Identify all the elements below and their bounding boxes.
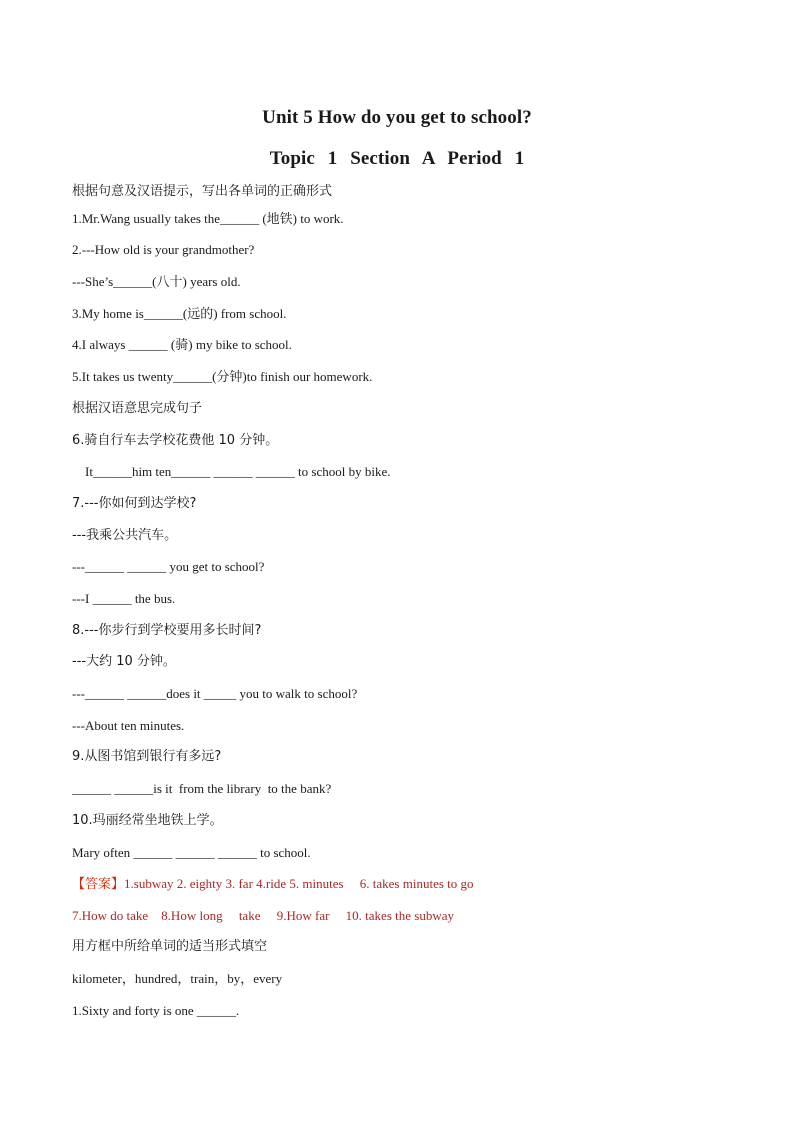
exercise-line: 8.---你步行到学校要用多长时间? — [72, 623, 262, 638]
exercise-line: ---大约 10 分钟。 — [72, 654, 176, 669]
exercise-line: 1.Sixty and forty is one ______. — [72, 1003, 240, 1018]
exercise-line: ---______ ______does it _____ you to walk to school? — [72, 686, 358, 701]
exercise-line: ______ ______is it from the library to the bank? — [72, 781, 332, 796]
exercise-line: 9.从图书馆到银行有多远? — [72, 749, 222, 764]
exercise-line: 10.玛丽经常坐地铁上学。 — [72, 813, 223, 828]
answer-line-1 — [72, 876, 474, 893]
page-subtitle: Topic 1 Section A Period 1 — [269, 148, 525, 169]
exercise-line: ---我乘公共汽车。 — [72, 528, 178, 543]
exercise-line: 3.My home is______(远的) from school. — [72, 306, 287, 321]
page-title: Unit 5 How do you get to school? — [262, 107, 532, 128]
exercise-line: 7.---你如何到达学校? — [72, 496, 197, 511]
exercise-line: ---______ ______ you get to school? — [72, 559, 265, 574]
word-box-list: kilometer，hundred，train，by，every — [72, 971, 283, 986]
exercise-line: 2.---How old is your grandmother? — [72, 242, 255, 257]
exercise-line: It______him ten______ ______ ______ to school by bike. — [72, 464, 391, 479]
answer-label: 【答案】 — [72, 877, 125, 892]
answer-line-2: 7.How do take 8.How long take 9.How far 10. takes the subway — [72, 908, 454, 923]
exercise-line: ---About ten minutes. — [72, 718, 185, 733]
exercise-line: 6.骑自行车去学校花费他 10 分钟。 — [72, 433, 279, 448]
exercise-line: 4.I always ______ (骑) my bike to school. — [72, 337, 292, 352]
exercise-line: 5.It takes us twenty______(分钟)to finish our homework. — [72, 369, 373, 384]
exercise-line: 1.Mr.Wang usually takes the______ (地铁) to work. — [72, 211, 344, 226]
exercise-line: ---She’s______(八十) years old. — [72, 274, 241, 289]
exercise-line: ---I ______ the bus. — [72, 591, 176, 606]
section3-instruction: 用方框中所给单词的适当形式填空 — [72, 939, 268, 954]
exercise-line: Mary often ______ ______ ______ to school. — [72, 845, 311, 860]
section2-instruction: 根据汉语意思完成句子 — [72, 401, 203, 416]
answer-text: 1.subway 2. eighty 3. far 4.ride 5. minutes 6. takes minutes to go — [124, 876, 474, 891]
section1-instruction: 根据句意及汉语提示，写出各单词的正确形式 — [72, 184, 333, 199]
